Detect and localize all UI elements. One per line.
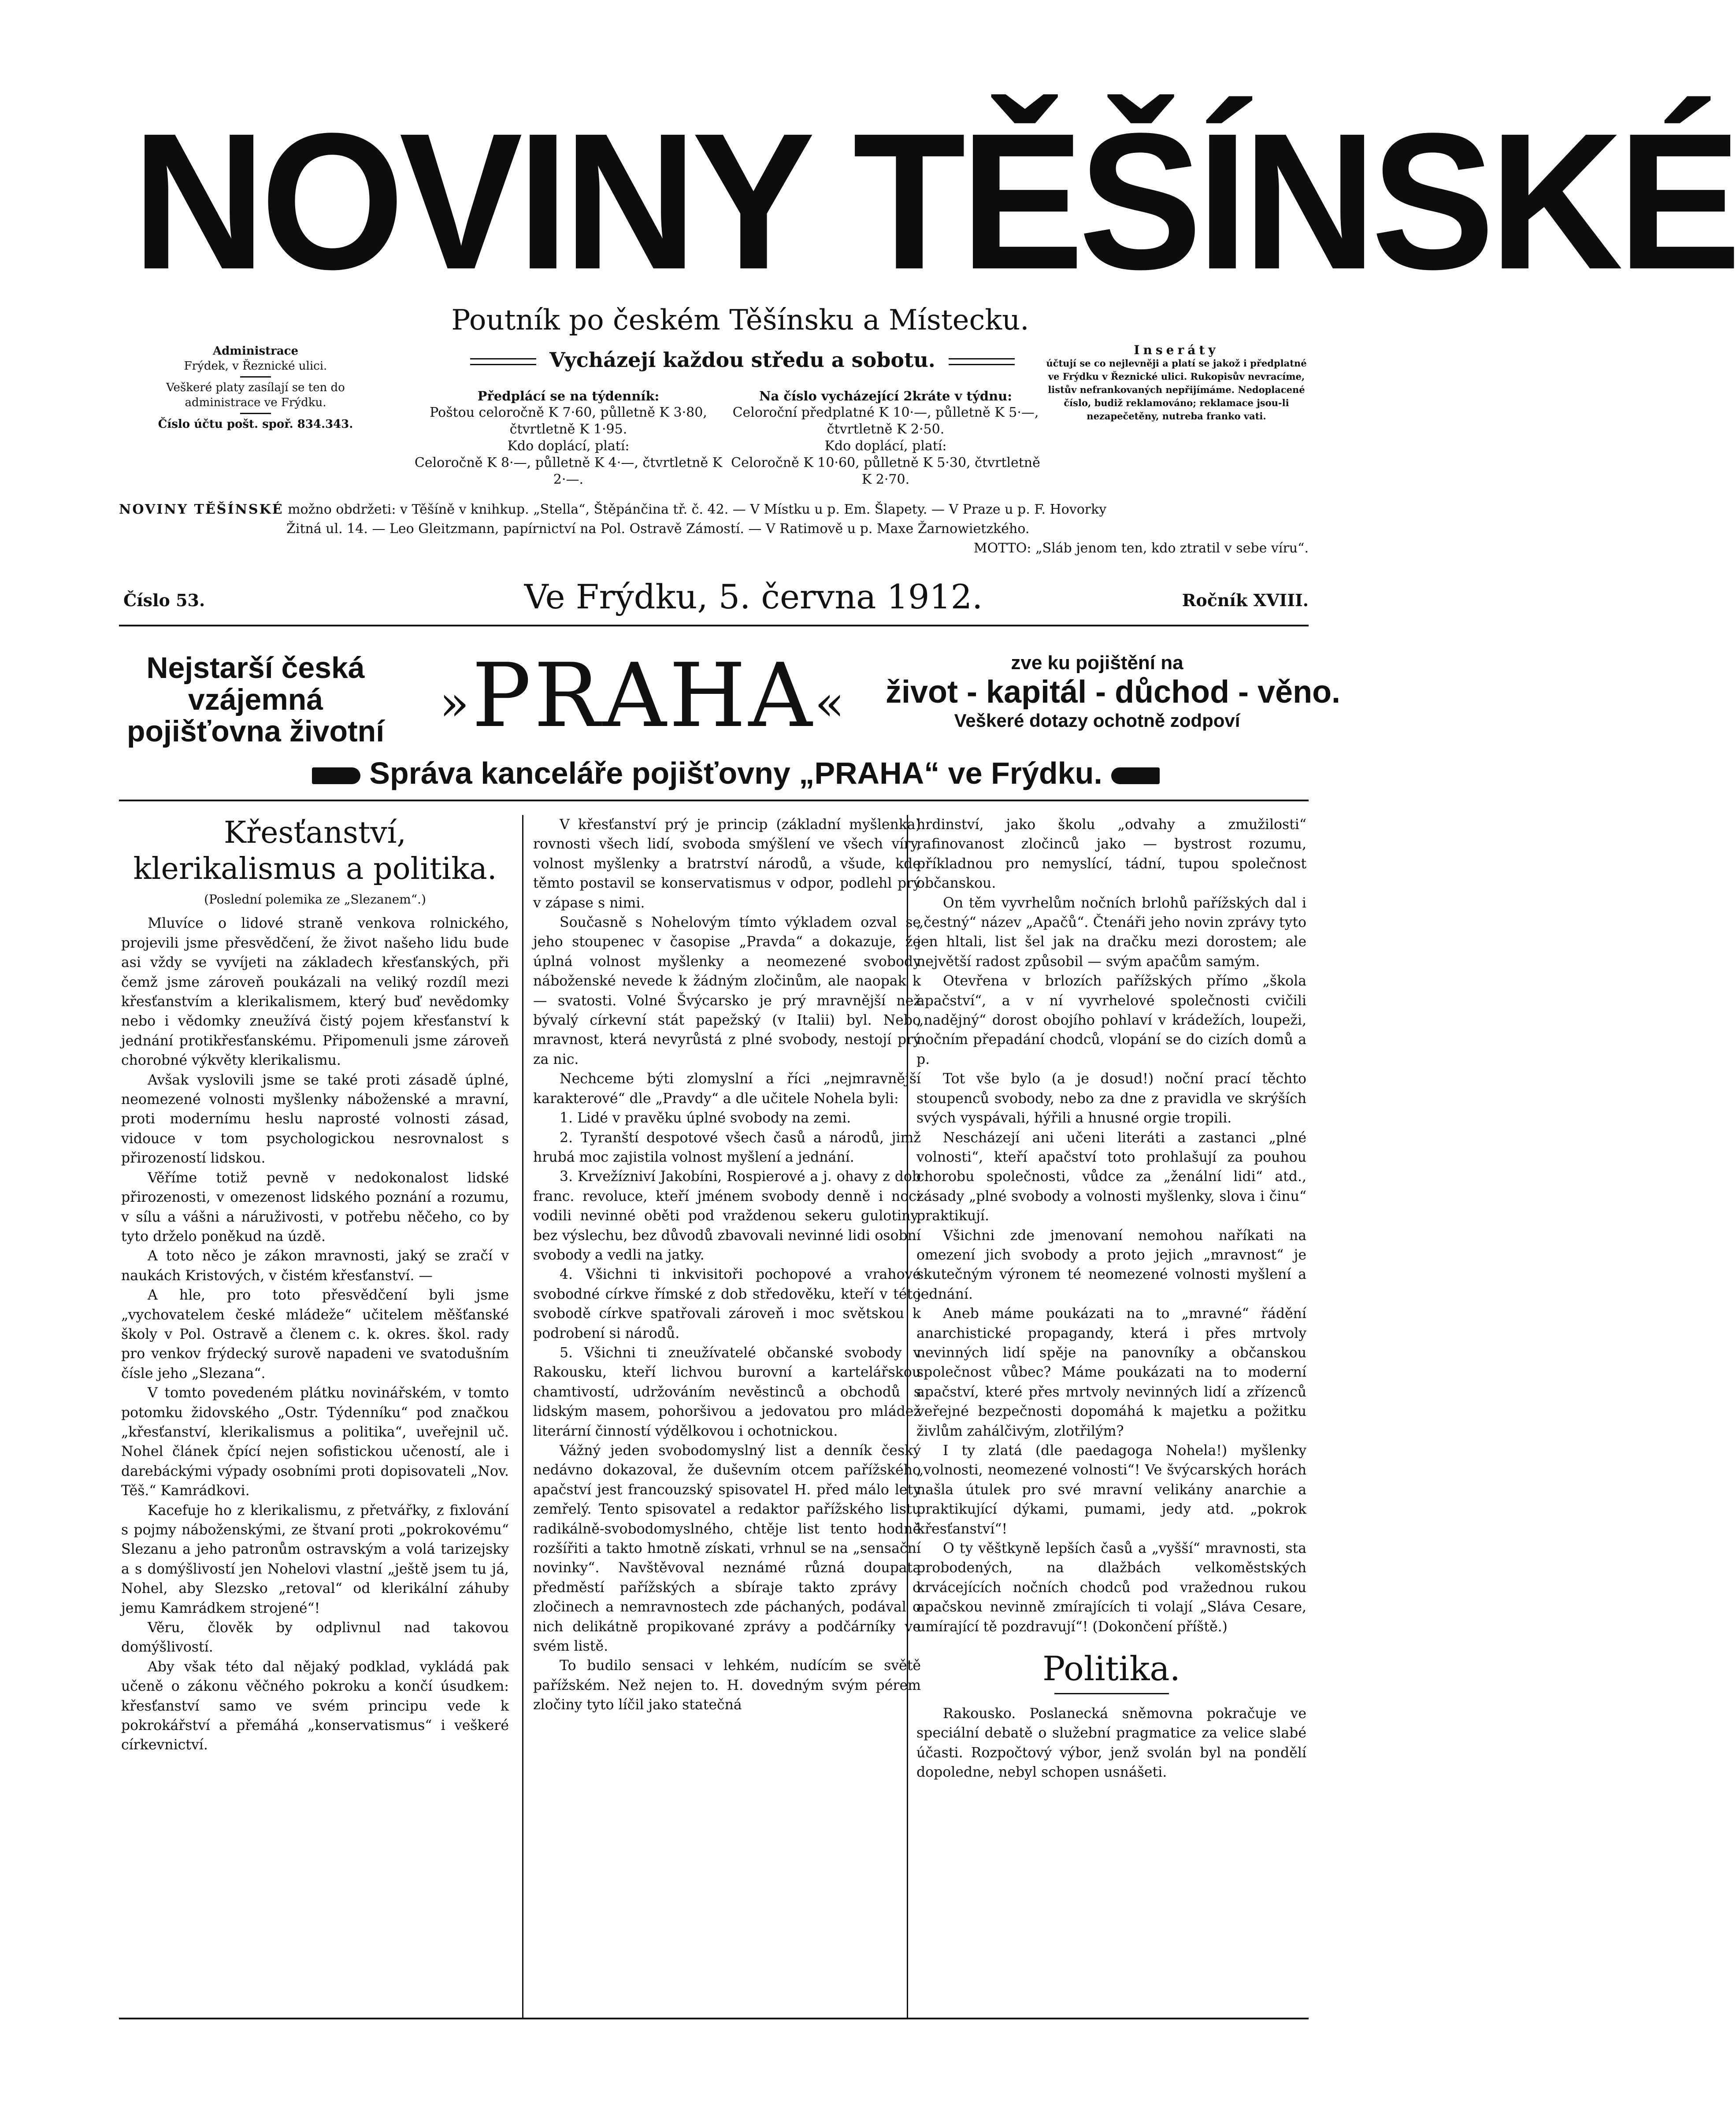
subtitle: Poutník po českém Těšínsku a Místecku. [451, 304, 1029, 337]
ad-right-text [886, 652, 1341, 731]
issue-number: Číslo 53. [123, 590, 205, 610]
volume-number: Ročník XVIII. [1182, 590, 1309, 610]
ad-quote-close: « [815, 675, 847, 731]
ad-right-line-2: život - kapitál - důchod - věno. [886, 674, 1341, 710]
paragraph: Kacefuje ho z klerikalismu, z přetvářky, z fixlování s pojmy náboženskými, ze štvaní proti „pokrokovému“ Slezanu a jeho patronům ostravským a volá tarizejsky a s domýšlivostí jen Nohelovi vlastní „ještě jsem tu já, Nohel, aby Slezsko „retoval“ od klerikální záhuby jemu Kamrádkem strojené“! [121, 1502, 509, 1616]
politics-paragraph: Rakousko. Poslanecká sněmovna pokračuje ve speciální debatě o služební pragmatice za velice slabé účasti. Rozpočtový výbor, jenž svolán byl na pondělí dopoledne, nebyl schopen usnášeti. [916, 1706, 1306, 1781]
masthead-title: NOVINY TĚŠÍNSKÉ [132, 93, 1736, 310]
prices-weekly-heading: Předplácí se na týdenník: [477, 389, 660, 404]
distribution-text-1: možno obdržeti: v Těšíně v knihkup. „Stella“, Štěpánčina tř. č. 42. — V Místku u p. Em. Šlapety. — V Praze u p. F. Hovorky [288, 502, 1107, 517]
paragraph: Věříme totiž pevně v nedokonalost lidské přirozenosti, v omezenost lidského poznání a rozumu, v sílu a vášni a náruživosti, v potřebu něčeho, co by tyto drželo poněkud na úzdě. [121, 1170, 509, 1245]
frequency-text: Vycházejí každou středu a sobotu. [549, 348, 935, 372]
inserts-heading: Inseráty [1134, 343, 1219, 357]
motto: MOTTO: „Sláb jenom ten, kdo ztratil v sebe víru“. [973, 541, 1309, 556]
divider [119, 2018, 1309, 2019]
distribution-line-1 [119, 500, 1309, 519]
politics-heading: Politika. [1042, 1649, 1180, 1689]
divider [119, 800, 1309, 801]
paragraph: On těm vyvrhelům nočních brlohů pařížských dal i „čestný“ název „Apačů“. Čtenáři jeho novin zprávy tyto jen hltali, list šel jak na dračku mezi dorostem; ale největší radost způsobil — svým apačům samým. [916, 895, 1306, 970]
administration-heading: Administrace [212, 344, 299, 358]
ornament-divider [240, 413, 271, 414]
article-column-1 [121, 815, 509, 1755]
paragraph: Vážný jeden svobodomyslný list a denník český nedávno dokazoval, že duševním otcem pařížského apačství jest francouzský spisovatel H. před málo lety zemřelý. Tento spisovatel a redaktor pařížského listu radikálně-svobodomyslného, chtěje list tento hodně rozšířiti a takto hmotně získati, vrhnul se na „sensační novinky“. Navštěvoval neznámé různá doupata předměstí pařížských a sbíraje takto zprávy o zločinech a nemravnostech zde páchaných, podával o nich delikátně propikované zprávy a podčárníky ve svém listě. [533, 1443, 921, 1655]
paragraph: Avšak vyslovili jsme se také proti zásadě úplné, neomezené volnosti myšlenky náboženské a mravní, proti modernímu heslu naprosté volnosti zásad, vidouce v tom psychologickou nesrovnalost s přirozeností lidskou. [121, 1072, 509, 1167]
paragraph: Nechceme býti zlomyslní a říci „nejmravnější karakterové“ dle „Pravdy“ a dle učitele Nohela byli: [533, 1071, 921, 1107]
paragraph: Aby však této dal nějaký podklad, vykládá pak učeně o zákonu věčného pokroku a končí úsudkem: křesťanství samo ve svém principu vede k pokrokářství a přemáhá „konservatismus“ i veškeré církevnictví. [121, 1659, 509, 1753]
ad-office-text: Správa kanceláře pojišťovny „PRAHA“ ve Frýdku. [369, 756, 1102, 790]
prices-weekly-delivered-heading: Kdo doplácí, platí: [507, 438, 630, 454]
ad-right-line-1: zve ku pojištění na [1011, 652, 1183, 674]
pointing-hand-icon [312, 767, 360, 784]
paragraph: Mluvíce o lidové straně venkova rolnického, projevili jsme přesvědčení, že život našeho lidu bude asi vždy se vyvíjeti na základech křesťanských, při čemž jsme zároveň poukázali na veliký rozdíl mezi křesťanstvím a klerikalismem, který buď nevědomky nebo i vědomky zneužívá čistý pojem křesťanství k jednání protikřesťanskému. Připomenuli jsme zároveň chorobné výkvěty klerikalismu. [121, 915, 509, 1069]
ornament-rule-right [949, 358, 1015, 365]
paragraph: 3. Krvežízniví Jakobíni, Rospierové a j. ohavy z dob franc. revoluce, kteří jménem svobody denně i noci vodili nevinné oběti pod vraždenou sekeru gulotiny, bez výslechu, bez důvodů zbavovali nevinné lidi osobní svobody a vedli na jatky. [533, 1169, 921, 1263]
publication-frequency [432, 348, 1053, 372]
paragraph: V křesťanství prý je princip (základní myšlenka) rovnosti všech lidí, svoboda smýšlení ve všech víry, volnost myšlenky a bratrství národů, a všude, kde těmto postavil se konservatismus v odpor, podlehl prý v zápase s nimi. [533, 817, 921, 911]
administration-account: Číslo účtu pošt. spoř. 834.343. [158, 418, 353, 431]
inserts-text: účtují se co nejlevněji a platí se jakož i předplatné ve Frýdku v Řeznické ulici. Rukopisův nevracíme, listův nefrankovaných nepřijímáme. Nedoplacené číslo, budiž reklamováno; reklamace jsou-li nezapečetěny, nutreba franko vati. [1046, 358, 1307, 422]
insurance-advertisement [119, 639, 1341, 824]
pointing-hand-icon [1111, 767, 1160, 784]
paragraph: O ty věštkyně lepších časů a „vyšší“ mravnosti, sta probodených, na dlažbách velkoměstských krvácejících nočních chodců pod vražednou rukou apačskou nevinně zmírajících ti volají „Sláva Cesare, umírající tě pozdravují“! (Dokončení příště.) [916, 1541, 1306, 1635]
ad-quote-open: » [439, 675, 472, 731]
paragraph: hrdinství, jako školu „odvahy a zmužilosti“ rafinovanost zločinců jako — bystrost rozumu, příkladnou pro nemyslící, tádní, tupou společnost občanskou. [916, 817, 1306, 892]
column-rule [522, 815, 523, 2018]
article-subtitle: (Poslední polemika ze „Slezanem“.) [204, 892, 426, 907]
paragraph: 2. Tyranští despotové všech časů a národů, jimž hrubá moc zajistila volnost myšlení a jednání. [533, 1130, 921, 1165]
prices-weekly [410, 388, 727, 488]
distribution-brand: NOVINY TĚŠÍNSKÉ [119, 502, 284, 517]
article-column-3 [916, 815, 1306, 1782]
ad-brand-name: PRAHA [471, 645, 815, 747]
administration-box [132, 344, 379, 432]
prices-twice-heading: Na číslo vycházející 2kráte v týdnu: [759, 389, 1012, 404]
paragraph: Aneb máme poukázati na to „mravné“ řádění anarchistické propagandy, která i přes mrtvoly nevinných lidí spěje na panovníky a občanskou společnost vůbec? Máme poukázati na to moderní apačství, které přes mrtvoly nevinných lidí a zřízenců veřejné bezpečnosti dopomáhá k majetku a požitku živlům zahálčivým, zlotřilým? [916, 1306, 1306, 1439]
paragraph: Nescházejí ani učeni literáti a zastanci „plné volnosti“, kteří apačství toto prohlašují za pouhou chorobu společnosti, vůdce za „ženální lidi“ atd., zásady „plné svobody a volnosti myšlenky, slova i činu“ praktikují. [916, 1130, 1306, 1224]
prices-twice-delivered: Celoročně K 10·60, půlletně K 5·30, čtvrtletně K 2·70. [731, 455, 1040, 487]
distribution-info [119, 500, 1309, 558]
distribution-line-2: Žitná ul. 14. — Leo Gleitzmann, papírnictví na Pol. Ostravě Zámostí. — V Ratimově u p. Maxe Žarnowietzkého. [286, 521, 1030, 537]
paragraph: To budilo sensaci v lehkém, nudícím se světě pařížském. Než nejen to. H. dovedným svým pérem zločiny tyto líčil jako statečná [533, 1658, 921, 1713]
dateline [123, 573, 1309, 621]
administration-address: Frýdek, v Řeznické ulici. [184, 359, 327, 373]
ad-left-text: Nejstarší česká vzájemná pojišťovna životní [126, 651, 385, 748]
article-title: Křesťanství, klerikalismus a politika. [133, 815, 497, 886]
prices-weekly-delivered: Celoročně K 8·—, půlletně K 4·—, čtvrtletně K 2·—. [414, 455, 723, 487]
inserts-box [1044, 344, 1309, 423]
paragraph: A hle, pro toto přesvědčení byli jsme „vychovatelem české mládeže“ učitelem měšťanské školy v Pol. Ostravě a členem c. k. okres. škol. rady pro venkov frýdecký surově napadeni ve svatodušním čísle jeho „Slezana“. [121, 1287, 509, 1382]
divider [119, 625, 1309, 626]
paragraph: Současně s Nohelovým tímto výkladem ozval se jeho stoupenec v časopise „Pravda“ a dokazuje, že úplná volnost myšlenky a neomezené svobody náboženské nevede k žádným zločinům, ale naopak k — svatosti. Volné Švýcarsko je prý mravnější než bývalý církevní stát papežský (v Italii) byl. Nebo mravnost, která nevyrůstá z plné svobody, nestojí prý za nic. [533, 915, 921, 1067]
paragraph: I ty zlatá (dle paedagoga Nohela!) myšlenky „volnosti, neomezené volnosti“! Ve švýcarských horách našla útulek pro své mravní velikány anarchie a praktikující dýkami, pumami, jedy atd. „pokrok křesťanství“! [916, 1443, 1306, 1537]
issue-date: Ve Frýdku, 5. června 1912. [524, 577, 983, 616]
paragraph: 4. Všichni ti inkvisitoři pochopové a vrahové svobodné církve římské z dob středověku, kteří v této svobodě církve spatřovali zároveň i moc světskou k podrobení si národů. [533, 1267, 921, 1341]
paragraph: 5. Všichni ti zneužívatelé občanské svobody v Rakousku, kteří lichvou burovní a kartelářskou chamtivostí, udržováním nevěstinců a obchodů s lidským masem, pohoršivou a jedovatou pro mládež literární činností výdělkovou i ochotnickou. [533, 1345, 921, 1439]
ornament-divider [240, 376, 271, 378]
administration-payments: Veškeré platy zasílají se ten do administrace ve Frýdku. [166, 381, 345, 409]
paragraph: 1. Lidé v pravěku úplné svobody na zemi. [560, 1110, 851, 1126]
paragraph: Všichni zde jmenovaní nemohou naříkati na omezení jich svobody a proto jejich „mravnost“ je skutečným výronem té neomezené volnosti myšlení a jednání. [916, 1227, 1306, 1302]
ad-office-line [264, 756, 1207, 791]
prices-weekly-post: Poštou celoročně K 7·60, půlletně K 3·80, čtvrtletně K 1·95. [430, 405, 707, 437]
prices-twice-post: Celoroční předplatné K 10·—, půlletně K 5·—, čtvrtletně K 2·50. [732, 405, 1039, 437]
ornament-divider [1054, 1693, 1169, 1694]
paragraph: Věru, člověk by odplivnul nad takovou domýšlivostí. [121, 1620, 509, 1656]
prices-twice-delivered-heading: Kdo doplácí, platí: [824, 438, 947, 454]
paragraph: A toto něco je zákon mravnosti, jaký se zračí v naukách Kristových, v čistém křesťanství. — [121, 1248, 509, 1284]
prices-twice-weekly [727, 388, 1044, 488]
ad-right-line-3: Veškeré dotazy ochotně zodpoví [954, 710, 1240, 731]
article-column-2 [533, 815, 921, 1715]
ornament-rule-left [470, 358, 536, 365]
paragraph: Otevřena v brlozích pařížských přímo „škola apačství“, a v ní vyvrhelové společnosti cvičili „nadějný“ dorost obojího pohlaví v krádežích, loupeži, nočním přepadání chodců, vlopání se do cizích domů a p. [916, 973, 1306, 1067]
paragraph: Tot vše bylo (a je dosud!) noční prací těchto stoupenců svobody, nebo za dne z pravidla ve skrýších svých vyspávali, hýřili a hnusné orgie tropili. [916, 1071, 1306, 1126]
ad-brand [383, 645, 903, 752]
paragraph: V tomto povedeném plátku novinářském, v tomto potomku židovského „Ostr. Týdenníku“ pod značkou „křesťanství, klerikalismus a politika“, uveřejnil uč. Nohel článek čpící nejen sofistickou učeností, ale i darebáckými výpady osobními proti dopisovateli „Nov. Těš.“ Kamrádkovi. [121, 1385, 509, 1499]
